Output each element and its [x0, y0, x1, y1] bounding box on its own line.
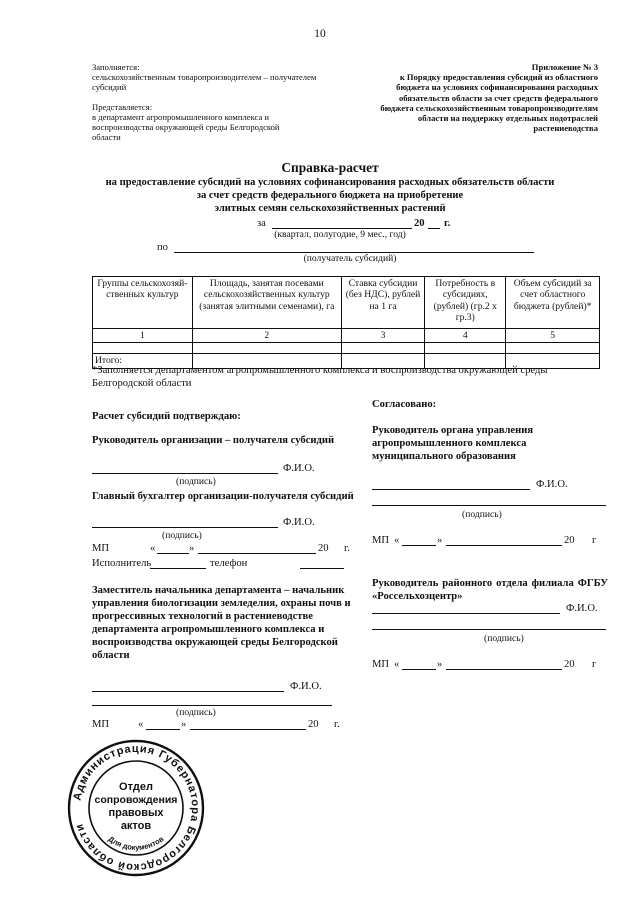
table-number-cell: 5 — [506, 329, 600, 343]
stamp-center-line-1: Отдел — [119, 781, 153, 793]
org-head-sign-hint: (подпись) — [176, 476, 216, 487]
title-line-3: элитных семян сельскохозяйственных растений — [214, 203, 446, 214]
table-cell[interactable] — [425, 343, 506, 354]
municipal-rule — [372, 505, 606, 506]
official-stamp — [66, 738, 206, 878]
header-right — [372, 62, 598, 133]
left-month-line-1[interactable] — [198, 553, 316, 554]
confirm-label: Расчет субсидий подтверждаю: — [92, 411, 241, 422]
left-year-1: 20 — [318, 543, 329, 554]
table-cell[interactable] — [192, 343, 341, 354]
filled-by-text: сельскохозяйственным товаропроизводителем – получателем субсидий — [92, 72, 317, 93]
rosselhoz-sign-hint: (подпись) — [484, 633, 524, 644]
period-year-g: г. — [444, 218, 451, 229]
period-za: за — [257, 218, 266, 229]
deputy-title: Заместитель начальника департамента – начальник управления биологизации земледелия, охраны почв и прогрессивных технологий в растениеводстве департамента агропромышленного комплекса и воспроизводства окружающей среды Белгородской области — [92, 585, 351, 661]
right-month-line-1[interactable] — [446, 545, 562, 546]
left-open-quote-2: « — [138, 719, 144, 730]
right-close-quote-1: » — [437, 535, 443, 546]
right-open-quote-2: « — [394, 659, 400, 670]
stamp-center-line-2: сопровождения — [94, 794, 178, 806]
municipal-fio: Ф.И.О. — [536, 479, 568, 490]
recipient-hint: (получатель субсидий) — [303, 253, 397, 264]
table-number-cell: 2 — [192, 329, 341, 343]
deputy-fio: Ф.И.О. — [290, 681, 322, 692]
accountant-sign-hint: (подпись) — [162, 530, 202, 541]
appendix-text: к Порядку предоставления субсидий из областного бюджета на условиях софинансирования расходных обязательств области за счет средств федерального бюджета сельскохозяйственным товаропроизводителям области на поддержку отдельных подотраслей растениеводства — [380, 72, 598, 134]
table-row — [93, 343, 600, 354]
rosselhoz-rule — [372, 629, 606, 630]
left-day-line-1[interactable] — [157, 553, 189, 554]
recipient-po: по — [157, 242, 168, 253]
left-year-g-2: г. — [334, 719, 340, 730]
right-month-line-2[interactable] — [446, 669, 562, 670]
deputy-sign-line[interactable] — [92, 691, 284, 692]
executor-label: Исполнитель — [92, 558, 152, 569]
header-left — [92, 62, 352, 142]
municipal-head-title: Руководитель органа управления агропромышленного комплекса муниципального образования — [372, 425, 534, 462]
phone-label: телефон — [210, 558, 248, 569]
left-month-line-2[interactable] — [190, 729, 306, 730]
table-header-cell: Ставка субсидии (без НДС), рублей на 1 га — [341, 277, 424, 329]
submitted-text: в департамент агропромышленного комплекса и воспроизводства окружающей среды Белгородской области — [92, 111, 280, 143]
stamp-ring-text: Администрация Губернатора Белгородской области — [71, 742, 202, 874]
org-head-fio: Ф.И.О. — [283, 463, 315, 474]
left-close-quote-2: » — [181, 719, 187, 730]
period-hint: (квартал, полугодие, 9 мес., год) — [274, 229, 406, 240]
right-year-2: 20 — [564, 659, 575, 670]
right-close-quote-2: » — [437, 659, 443, 670]
appendix-label: Приложение № 3 — [531, 62, 598, 72]
executor-line[interactable] — [150, 568, 206, 569]
deputy-rule — [92, 705, 332, 706]
table-cell[interactable] — [93, 343, 193, 354]
stamp-center-line-3: правовых — [108, 807, 164, 819]
right-mp-2: МП — [372, 659, 390, 670]
table-total-label: Итого: — [93, 354, 193, 368]
table-cell[interactable] — [506, 343, 600, 354]
table-number-cell: 4 — [425, 329, 506, 343]
right-day-line-2[interactable] — [402, 669, 436, 670]
rosselhoz-fio: Ф.И.О. — [566, 603, 598, 614]
right-open-quote-1: « — [394, 535, 400, 546]
title-line-1: на предоставление субсидий на условиях софинансирования расходных обязательств области — [105, 177, 555, 188]
footnote: *Заполняется департаментом агропромышленного комплекса и воспроизводства окружающей среды Белгородской области — [92, 365, 548, 389]
table-header-cell: Объем субсидий за счет областного бюджета (рублей)* — [506, 277, 600, 329]
left-mp-1: МП — [92, 543, 110, 554]
org-head-title: Руководитель организации – получателя субсидий — [92, 435, 335, 446]
rosselhoz-head-title: Руководитель районного отдела филиала ФГБУ «Россельхозцентр» — [372, 578, 608, 602]
period-year: 20 — [414, 218, 425, 229]
table-number-cell: 1 — [93, 329, 193, 343]
table-header-cell: Группы сельскохозяй-ственных культур — [93, 277, 193, 329]
subsidy-table — [92, 276, 600, 369]
table-number-cell: 3 — [341, 329, 424, 343]
left-year-2: 20 — [308, 719, 319, 730]
right-year-g-2: г — [592, 659, 597, 670]
table-cell[interactable] — [341, 343, 424, 354]
stamp-bottom-text: Для документов — [106, 834, 166, 853]
municipal-sign-hint: (подпись) — [462, 509, 502, 520]
left-open-quote-1: « — [150, 543, 156, 554]
right-day-line-1[interactable] — [402, 545, 436, 546]
left-day-line-2[interactable] — [146, 729, 180, 730]
left-year-g-1: г. — [344, 543, 350, 554]
left-close-quote-1: » — [189, 543, 195, 554]
phone-line[interactable] — [300, 568, 344, 569]
table-header-row — [93, 277, 600, 329]
filled-by-label: Заполняется: — [92, 62, 140, 72]
table-header-cell: Потребность в субсидиях, (рублей) (гр.2 х гр.3) — [425, 277, 506, 329]
municipal-sign-line[interactable] — [372, 489, 530, 490]
right-year-g-1: г — [592, 535, 597, 546]
accountant-sign-line[interactable] — [92, 527, 278, 528]
agreed-label: Согласовано: — [372, 399, 437, 410]
title-line-2: за счет средств федерального бюджета на приобретение — [196, 190, 464, 201]
accountant-title: Главный бухгалтер организации-получателя субсидий — [92, 491, 354, 502]
deputy-sign-hint: (подпись) — [176, 707, 216, 718]
submitted-label: Представляется: — [92, 101, 153, 112]
right-mp-1: МП — [372, 535, 390, 546]
right-year-1: 20 — [564, 535, 575, 546]
table-number-row — [93, 329, 600, 343]
stamp-center-line-4: актов — [120, 820, 152, 832]
page-number: 10 — [314, 28, 326, 40]
left-mp-2: МП — [92, 719, 110, 730]
rosselhoz-sign-line[interactable] — [372, 613, 560, 614]
table-header-cell: Площадь, занятая посевами сельскохозяйственных культур (занятая элитными семенами), га — [192, 277, 341, 329]
org-head-sign-line[interactable] — [92, 473, 278, 474]
accountant-fio: Ф.И.О. — [283, 517, 315, 528]
doc-title: Справка-расчет — [281, 160, 379, 175]
